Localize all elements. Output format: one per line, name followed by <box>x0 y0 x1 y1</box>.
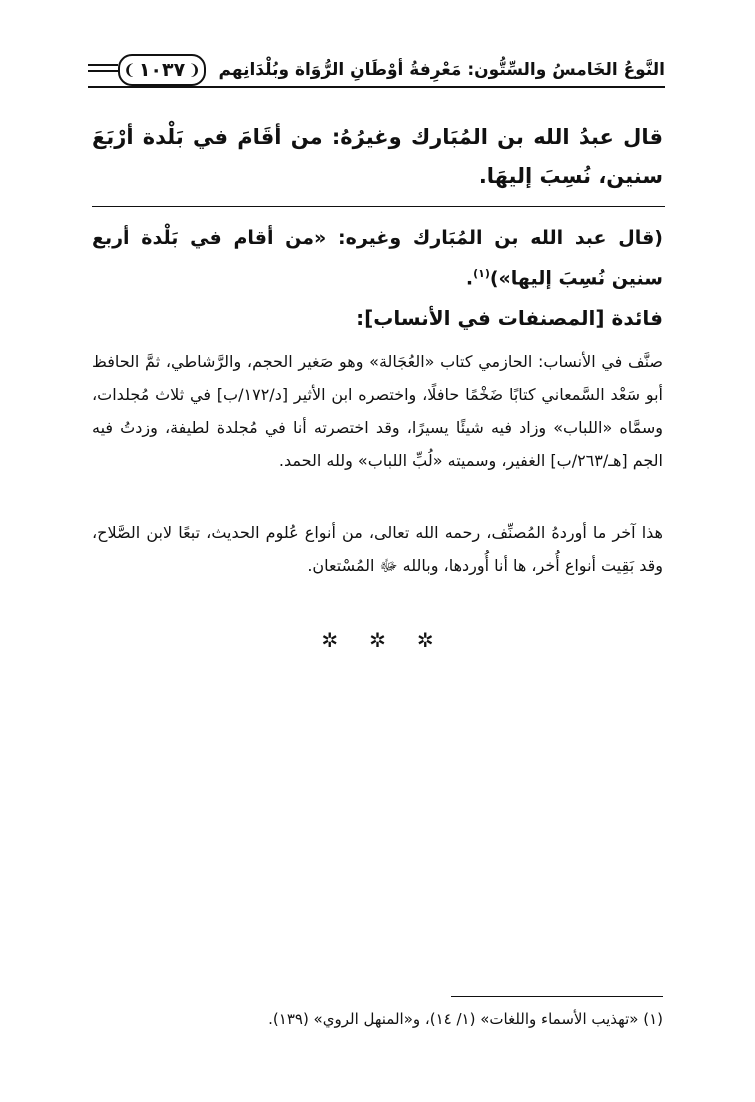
footnote: (١) «تهذيب الأسماء واللغات» (١/ ١٤)، و«المنهل الروي» (١٣٩). <box>268 1010 663 1028</box>
matn-text: قال عبدُ الله بن المُبَارك وغيرُهُ: من أقَامَ في بَلْدة أرْبَعَ سنين، نُسِبَ إليهَا. <box>92 125 663 188</box>
star-ornament-icon: ✲ <box>321 628 339 652</box>
page-number: ١٠٣٧ <box>138 59 186 81</box>
chapter-title: النَّوعُ الخَامسُ والسِّتُّون: مَعْرِفةُ أوْطَانِ الرُّوَاة وبُلْدَانِهم <box>218 60 665 80</box>
ornament-icon: ❩ <box>123 61 136 79</box>
header-double-rule-top <box>88 64 118 66</box>
star-ornament-icon: ✲ <box>369 628 386 652</box>
running-header <box>88 58 665 98</box>
ornament-icon: ❨ <box>188 61 201 79</box>
header-double-rule-bottom <box>88 70 118 72</box>
paragraph-ansab-works: صنَّف في الأنساب: الحازمي كتاب «العُجَالة» وهو صَغير الحجم، والرَّشاطي، ثمَّ الحافظ أبو سَعْد السَّمعاني كتابًا ضَخْمًا حافلًا، واختصره ابن الأثير [د/١٧٢/ب] في ثلاث مُجلدات، وسمَّاه «اللباب» وزاد فيه شيئًا يسيرًا، وقد اختصرته أنا في مُجلدة لطيفة، وزدتُ فيه الجم [هـ/٢٦٣/ب] الغفير، وسميته «لُبِّ اللباب» ولله الحمد. <box>92 352 664 470</box>
sharh-quote-text: (قال عبد الله بن المُبَارك وغيره: «من أقام في بَلْدة أربع سنين نُسِبَ إليها») <box>92 227 663 290</box>
paragraph-closing: هذا آخر ما أوردهُ المُصنِّف، رحمه الله تعالى، من أنواع عُلوم الحديث، تبعًا لابن الصَّلاح، وقد بَقِيت أنواع أُخر، ها أنا أُوردها، وبالله ﷻ المُسْتعان. <box>92 523 663 575</box>
section-separator <box>0 628 755 652</box>
section-heading: فائدة [المصنفات في الأنساب]: <box>356 306 663 330</box>
page-number-badge <box>118 54 206 86</box>
matn-separator-rule <box>92 206 665 207</box>
sharh-quote-end: . <box>465 267 474 290</box>
sharh-quote <box>92 220 663 296</box>
footnote-rule <box>451 996 663 997</box>
header-rule <box>88 86 665 88</box>
footnote-reference[interactable]: (١) <box>473 267 490 280</box>
star-ornament-icon: ✲ <box>416 628 434 652</box>
